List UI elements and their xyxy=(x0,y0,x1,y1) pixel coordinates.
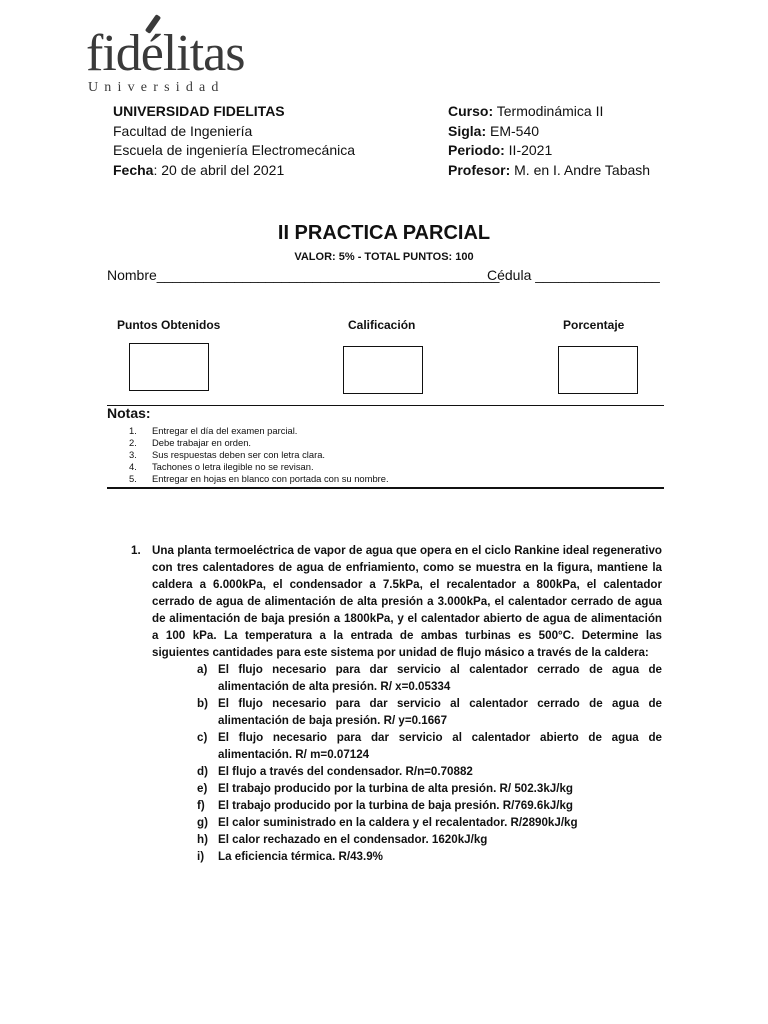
logo-wordmark: fidélitas xyxy=(86,25,245,82)
grade-box xyxy=(343,346,423,394)
school: Escuela de ingeniería Electromecánica xyxy=(113,142,356,158)
professor: Profesor: M. en I. Andre Tabash xyxy=(448,161,651,178)
question-number: 1. xyxy=(131,544,141,557)
university-name: UNIVERSIDAD FIDELITAS xyxy=(113,103,285,119)
note-item: 4. Tachones o letra ilegible no se revisan. xyxy=(129,461,314,472)
notes-list xyxy=(129,425,389,485)
header-left xyxy=(113,102,355,180)
exam-value: VALOR: 5% - TOTAL PUNTOS: 100 xyxy=(294,251,474,263)
exam-date: Fecha: 20 de abril del 2021 xyxy=(113,161,285,178)
points-label: Puntos Obtenidos xyxy=(117,318,221,332)
notes-bottom-rule xyxy=(107,487,664,489)
note-item: 2. Debe trabajar en orden. xyxy=(129,437,252,448)
period: Periodo: II-2021 xyxy=(448,142,553,158)
points-box xyxy=(129,343,209,391)
sub-question-d: d) El flujo a través del condensador. R/n=0.70882 xyxy=(197,765,473,778)
sub-question-list xyxy=(197,661,662,865)
sub-question-c: c) El flujo necesario para dar servicio al calentador abierto de agua de alimentación. R/ m=0.07124 xyxy=(197,731,662,761)
faculty: Facultad de Ingeniería xyxy=(113,122,253,139)
question-1 xyxy=(131,542,662,865)
percentage-box xyxy=(558,346,638,394)
sub-question-b: b) El flujo necesario para dar servicio al calentador cerrado de agua de alimentación de baja presión. R/ y=0.1667 xyxy=(197,697,662,727)
logo-subtitle: Universidad xyxy=(88,80,225,95)
note-item: 1. Entregar el día del examen parcial. xyxy=(129,425,298,436)
sub-question-i: i) La eficiencia térmica. R/43.9% xyxy=(197,850,383,863)
note-item: 3. Sus respuestas deben ser con letra clara. xyxy=(129,449,326,460)
percentage-label: Porcentaje xyxy=(563,318,625,332)
sub-question-e: e) El trabajo producido por la turbina de alta presión. R/ 502.3kJ/kg xyxy=(197,782,573,795)
sub-question-f: f) El trabajo producido por la turbina de baja presión. R/769.6kJ/kg xyxy=(197,799,573,812)
sub-question-a: a) El flujo necesario para dar servicio al calentador cerrado de agua de alimentación de alta presión. R/ x=0.05334 xyxy=(197,663,662,693)
exam-title: II PRACTICA PARCIAL xyxy=(277,222,491,244)
sub-question-g: g) El calor suministrado en la caldera y el recalentador. R/2890kJ/kg xyxy=(197,816,578,829)
grade-label: Calificación xyxy=(348,318,416,332)
question-text: Una planta termoeléctrica de vapor de agua que opera en el ciclo Rankine ideal regenerativo con tres calentadores de agua de enfriamiento, como se muestra en la figura, mantiene la caldera a 6.000kPa, el condensador a 7.5kPa, el recalentador a 800kPa, el calentador cerrado de agua de alimentación de alta presión a 3.000kPa, el calentador cerrado de agua de alimentación de baja presión a 1800kPa, y el calentador abierto de agua de alimentación a 100 kPa. La temperatura a la entrada de ambas turbinas es 500°C. Determine las siguientes cantidades para este sistema por unidad de flujo másico a través de la caldera: xyxy=(152,544,662,659)
notes-title: Notas: xyxy=(107,405,151,421)
note-item: 5. Entregar en hojas en blanco con portada con su nombre. xyxy=(129,473,389,484)
header-right xyxy=(448,102,650,180)
sub-question-h: h) El calor rechazado en el condensador. 1620kJ/kg xyxy=(197,833,488,846)
id-field: Cédula ________________ xyxy=(487,267,660,283)
course-code: Sigla: EM-540 xyxy=(448,122,540,139)
notes-top-rule xyxy=(107,405,664,406)
name-field: Nombre____________________________________________ xyxy=(107,267,500,283)
course: Curso: Termodinámica II xyxy=(448,103,604,119)
